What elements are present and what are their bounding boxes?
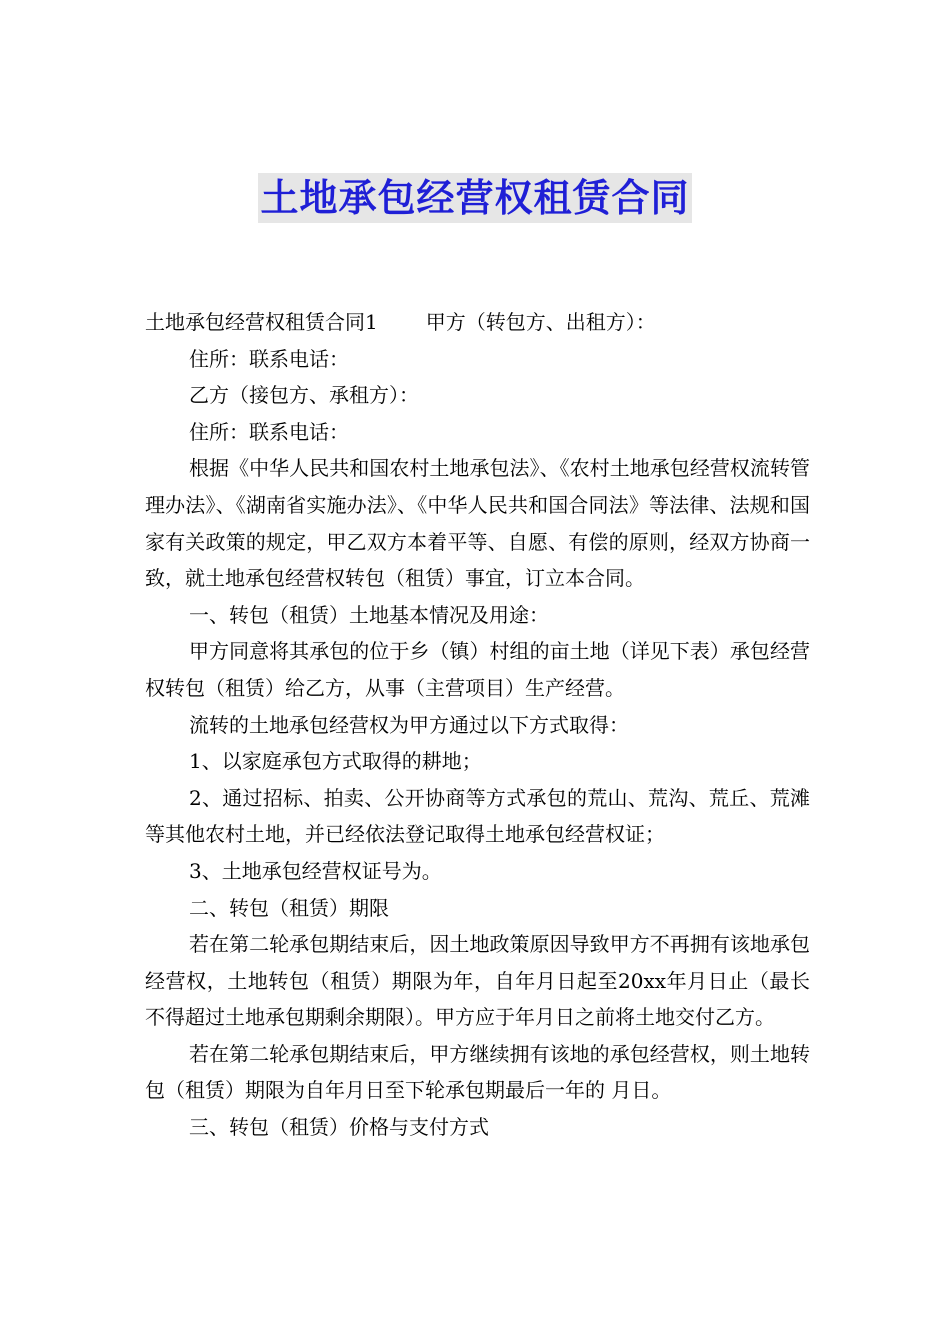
- intro-line: [145, 304, 810, 341]
- paragraph-party-b: 乙方（接包方、承租方）：: [189, 383, 419, 408]
- list-item-2: 2、通过招标、拍卖、公开协商等方式承包的荒山、荒沟、荒丘、荒滩等其他农村土地，并已经依法登记取得土地承包经营权证；: [145, 785, 810, 847]
- list-item-1: 1、以家庭承包方式取得的耕地；: [189, 749, 482, 774]
- intro-contract-name: 土地承包经营权租赁合同1: [145, 310, 378, 334]
- title-area: [0, 173, 950, 223]
- paragraph-acquisition-intro: 流转的土地承包经营权为甲方通过以下方式取得：: [189, 712, 629, 737]
- section-heading-1: 一、转包（租赁）土地基本情况及用途：: [189, 602, 549, 627]
- paragraph-party-b-address: 住所：联系电话：: [189, 419, 349, 444]
- paragraph-legal-basis: 根据《中华人民共和国农村土地承包法》、《农村土地承包经营权流转管理办法》、《湖南省实施办法》、《中华人民共和国合同法》等法律、法规和国家有关政策的规定，甲乙双方本着平等、自愿、有偿的原则，经双方协商一致，就土地承包经营权转包（租赁）事宜，订立本合同。: [145, 456, 810, 591]
- document-title: 土地承包经营权租赁合同: [258, 173, 691, 223]
- paragraph-term-2: 若在第二轮承包期结束后，甲方继续拥有该地的承包经营权，则土地转包（租赁）期限为自年月日至下轮承包期最后一年的 月日。: [145, 1041, 810, 1103]
- intro-party-a: 甲方（转包方、出租方）：: [425, 310, 656, 334]
- paragraph-party-a-address: 住所：联系电话：: [189, 346, 349, 371]
- paragraph-land-use: 甲方同意将其承包的位于乡（镇）村组的亩土地（详见下表）承包经营权转包（租赁）给乙方，从事（主营项目）生产经营。: [145, 639, 810, 700]
- list-item-3: 3、土地承包经营权证号为。: [189, 858, 442, 883]
- section-heading-2: 二、转包（租赁）期限: [189, 895, 389, 920]
- paragraph-term-1: 若在第二轮承包期结束后，因土地政策原因导致甲方不再拥有该地承包经营权，土地转包（租赁）期限为年，自年月日起至20xx年月日止（最长不得超过土地承包期剩余期限）。甲方应于年月日之前将土地交付乙方。: [145, 932, 810, 1030]
- section-heading-3: 三、转包（租赁）价格与支付方式: [189, 1115, 489, 1140]
- document-body: [145, 304, 810, 1146]
